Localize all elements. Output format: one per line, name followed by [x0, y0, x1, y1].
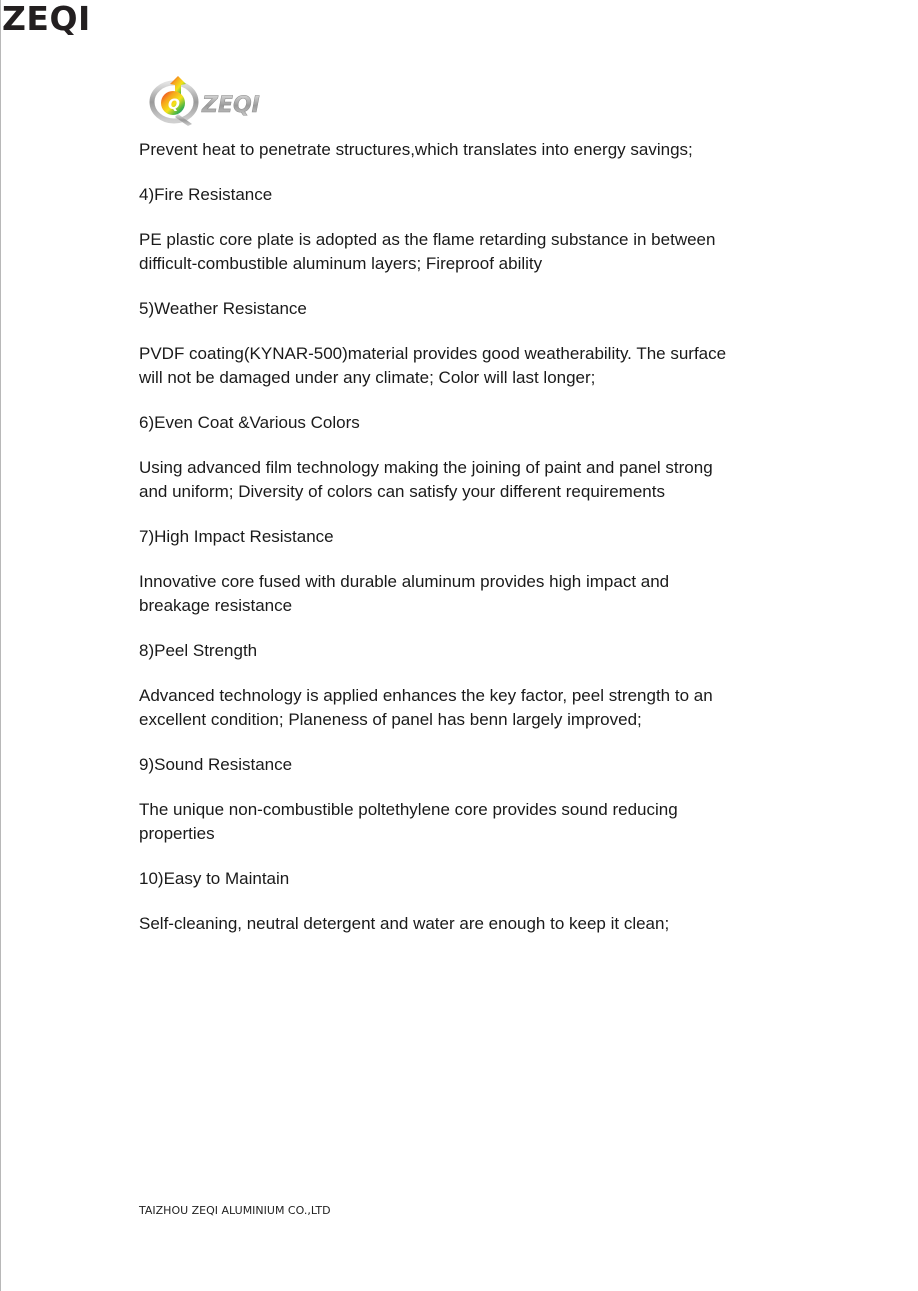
paragraph-easy-maintain: Self-cleaning, neutral detergent and water are enough to keep it clean;: [139, 914, 670, 933]
paragraph-weather-resistance: PVDF coating(KYNAR-500)material provides good weatherability. The surface will not be damaged under any climate; Color will last longer;: [139, 344, 727, 387]
paragraph-fire-resistance: PE plastic core plate is adopted as the flame retarding substance in between difficult-combustible aluminum layers; Fireproof ability: [139, 230, 716, 273]
document-body: [139, 138, 799, 957]
brand-wordmark: ZEQI: [2, 0, 91, 38]
logo-wordmark: ZEQI: [202, 93, 260, 118]
logo-mark-letter: Q: [168, 97, 180, 113]
heading-weather-resistance: 5)Weather Resistance: [139, 299, 307, 318]
heading-sound-resistance: 9)Sound Resistance: [139, 755, 293, 774]
heading-even-coat: 6)Even Coat &Various Colors: [139, 413, 360, 432]
heading-peel-strength: 8)Peel Strength: [139, 641, 258, 660]
footer-company-name: TAIZHOU ZEQI ALUMINIUM CO.,LTD: [139, 1204, 331, 1217]
heading-impact-resistance: 7)High Impact Resistance: [139, 527, 334, 546]
paragraph-peel-strength: Advanced technology is applied enhances the key factor, peel strength to an excellent condition; Planeness of panel has benn largely improved;: [139, 686, 713, 729]
paragraph-even-coat: Using advanced film technology making the joining of paint and panel strong and uniform; Diversity of colors can satisfy your different requirements: [139, 458, 713, 501]
paragraph-energy-savings: Prevent heat to penetrate structures,which translates into energy savings;: [139, 140, 693, 159]
heading-fire-resistance: 4)Fire Resistance: [139, 185, 273, 204]
page-left-border: [0, 0, 1, 1291]
zeqi-logo: [148, 70, 278, 132]
paragraph-sound-resistance: The unique non-combustible poltethylene core provides sound reducing properties: [139, 800, 678, 843]
paragraph-impact-resistance: Innovative core fused with durable aluminum provides high impact and breakage resistance: [139, 572, 670, 615]
heading-easy-maintain: 10)Easy to Maintain: [139, 869, 290, 888]
